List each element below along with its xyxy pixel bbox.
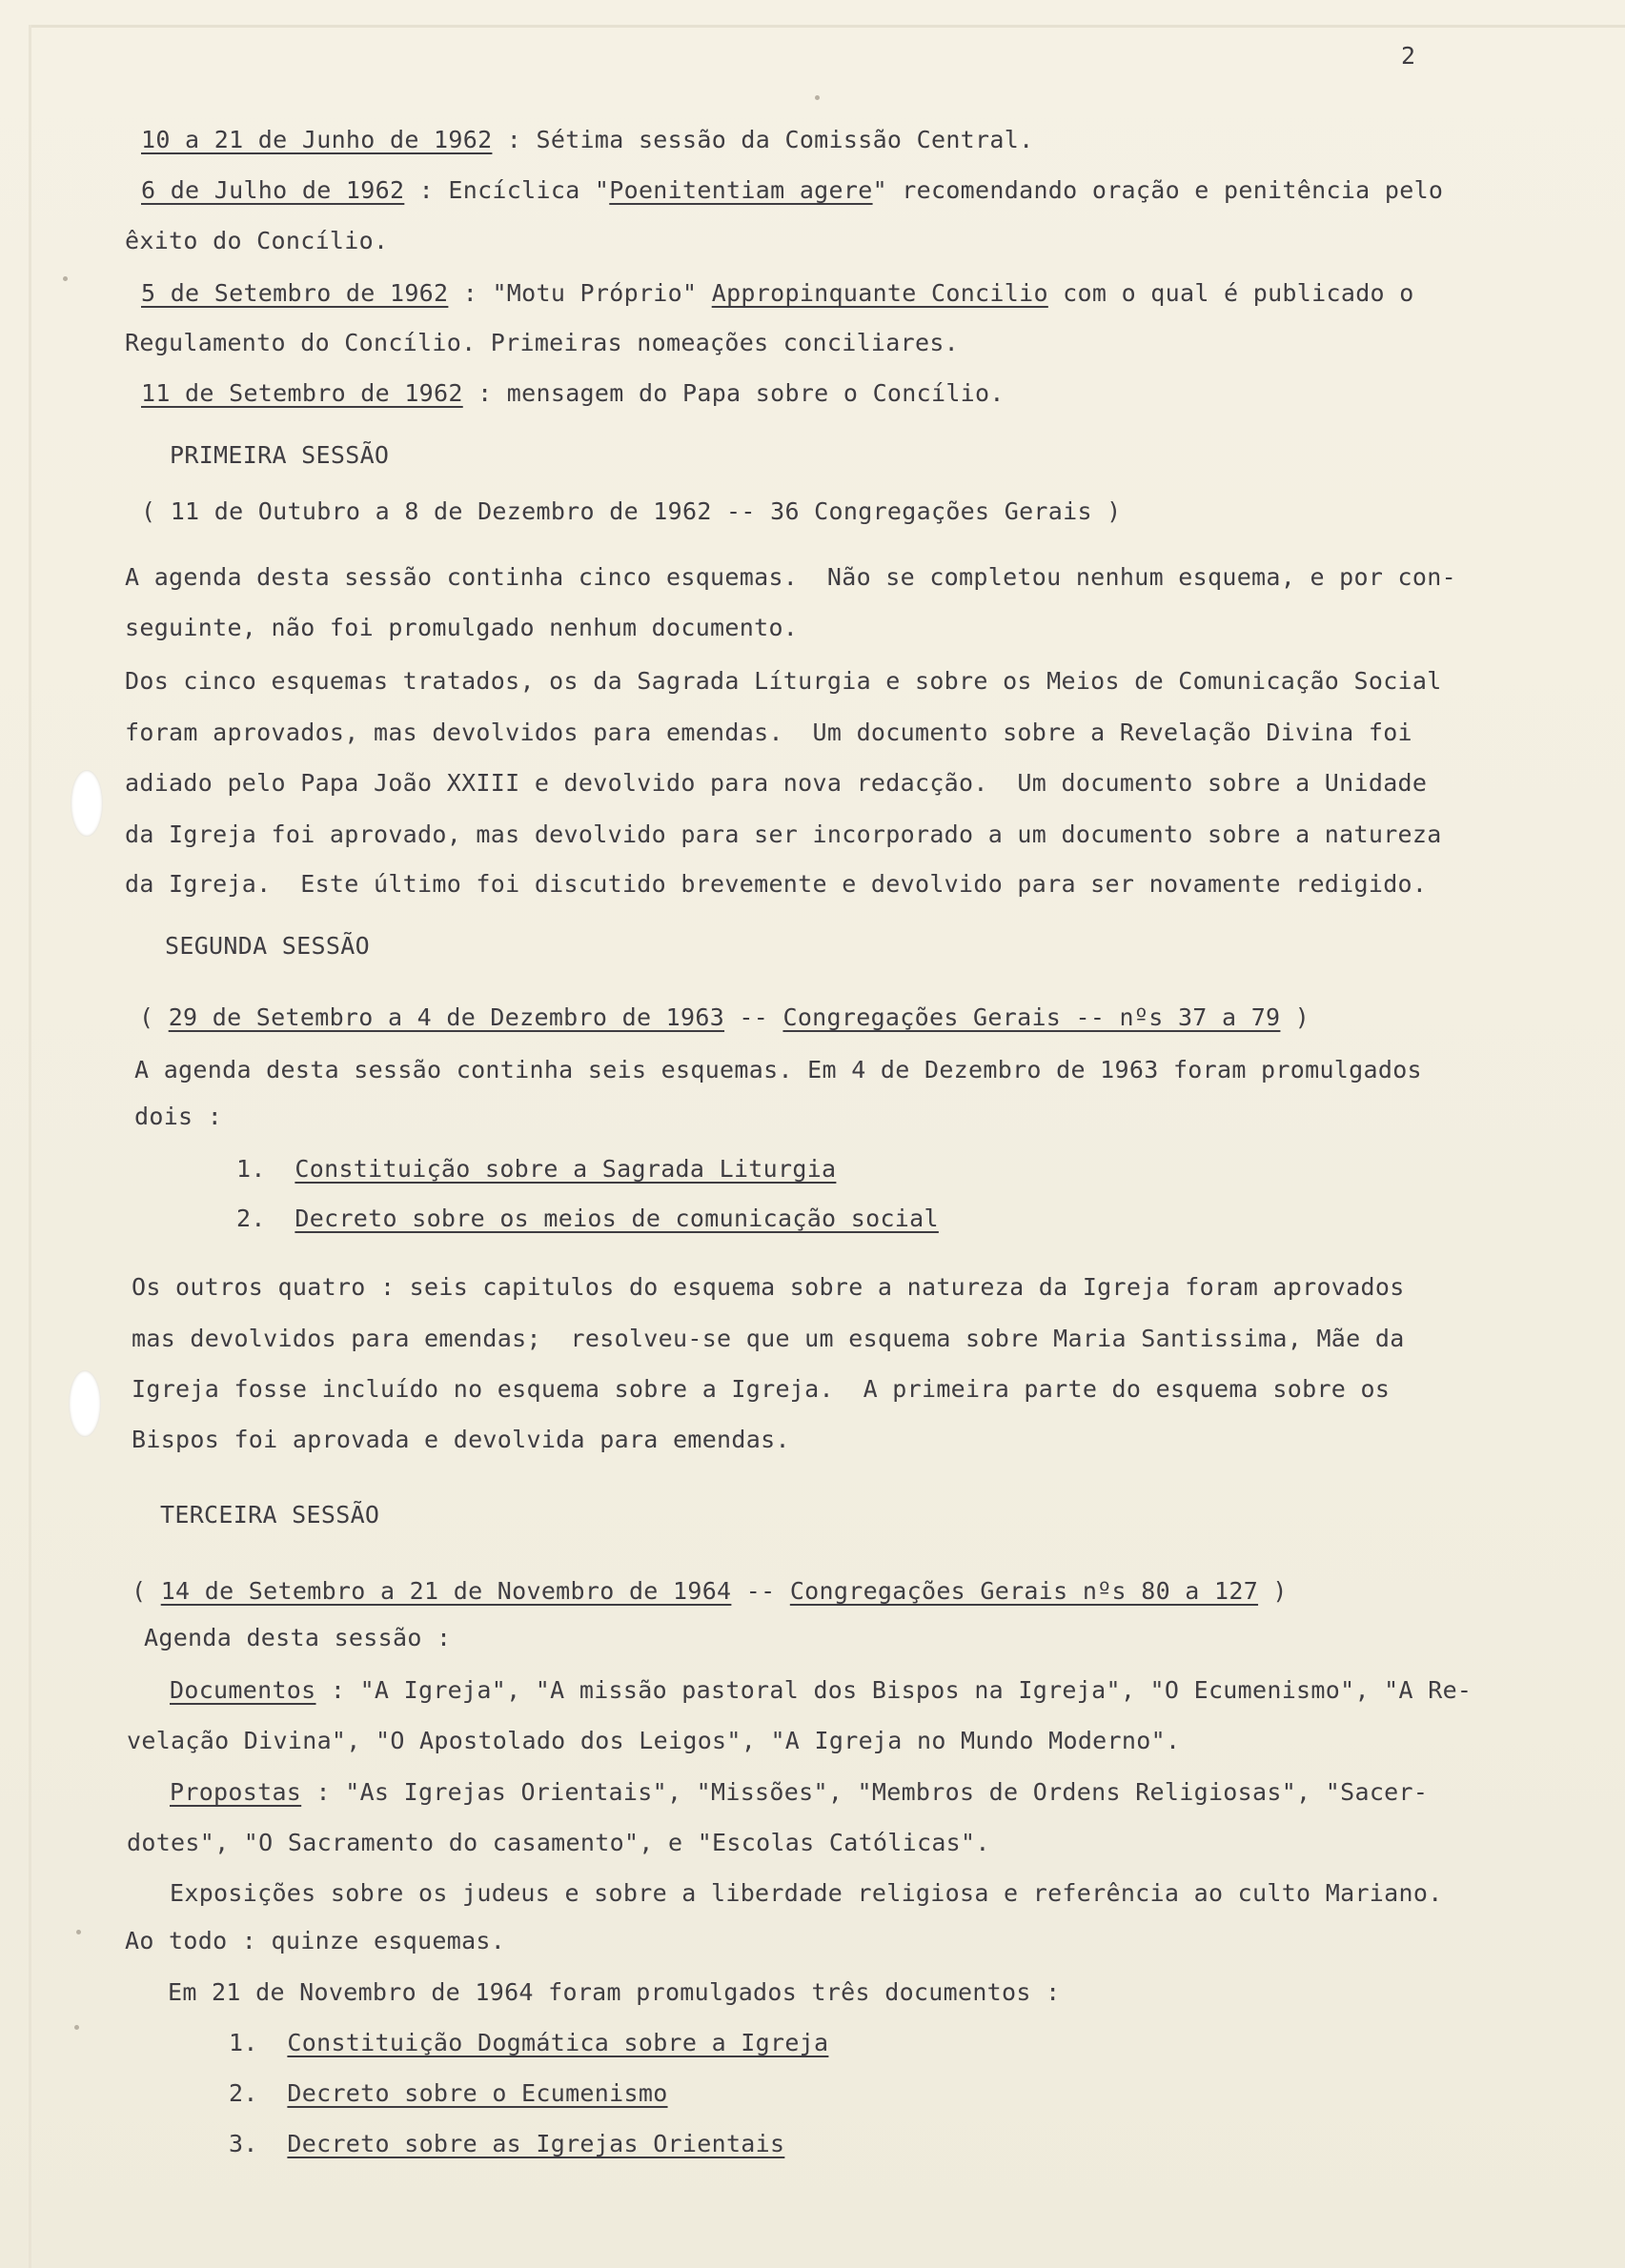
bracket: ): [1258, 1577, 1288, 1605]
text-line: mas devolvidos para emendas; resolveu-se que um esquema sobre Maria Santissima, Mãe da: [132, 1325, 1405, 1352]
chronology-line: [141, 174, 1443, 207]
proposals-label: Propostas: [170, 1778, 302, 1806]
chronology-line: [141, 277, 1414, 310]
text-line: foram aprovados, mas devolvidos para emendas. Um documento sobre a Revelação Divina foi: [125, 719, 1412, 746]
documents-label: Documentos: [170, 1676, 316, 1704]
item-title: Decreto sobre os meios de comunicação social: [295, 1205, 939, 1232]
text-line: seguinte, não foi promulgado nenhum documento.: [125, 614, 799, 641]
text-line: Dos cinco esquemas tratados, os da Sagrada Líturgia e sobre os Meios de Comunicação Social: [125, 667, 1442, 695]
proposals-line: [170, 1776, 1428, 1809]
text-line: êxito do Concílio.: [125, 227, 389, 254]
text-line: Bispos foi aprovada e devolvida para emendas.: [132, 1426, 790, 1453]
line-text: : Encíclica ": [404, 176, 610, 204]
separator: --: [731, 1577, 790, 1605]
line-text: com o qual é publicado o: [1047, 279, 1414, 307]
bracket: (: [132, 1577, 161, 1605]
paper-spot: [74, 2025, 79, 2030]
item-number: 1.: [229, 2029, 258, 2056]
date: 5 de Setembro de 1962: [141, 279, 449, 307]
punch-hole: [69, 1370, 101, 1437]
line-text: : "Motu Próprio": [448, 279, 712, 307]
line-text: : "As Igrejas Orientais", "Missões", "Membros de Ordens Religiosas", "Sacer-: [301, 1778, 1429, 1806]
item-number: 3.: [229, 2130, 258, 2157]
section-heading: TERCEIRA SESSÃO: [160, 1501, 380, 1529]
session-dates: ( 11 de Outubro a 8 de Dezembro de 1962 -- 36 Congregações Gerais ): [141, 497, 1122, 525]
item-number: 2.: [229, 2079, 258, 2107]
encyclical-title: Poenitentiam agere: [609, 176, 873, 204]
item-number: 1.: [236, 1155, 266, 1183]
page-edge-top: [29, 25, 1625, 28]
motu-proprio-title: Appropinquante Concilio: [711, 279, 1048, 307]
session-dates: [132, 1575, 1288, 1608]
bracket: ): [1280, 1003, 1310, 1031]
date: 10 a 21 de Junho de 1962: [141, 126, 493, 153]
paper-spot: [76, 1930, 81, 1934]
documents-line: [170, 1674, 1472, 1707]
session-dates: [139, 1002, 1310, 1034]
text-line: Os outros quatro : seis capitulos do esquema sobre a natureza da Igreja foram aprovados: [132, 1273, 1405, 1301]
date: 6 de Julho de 1962: [141, 176, 405, 204]
text-line: A agenda desta sessão continha cinco esquemas. Não se completou nenhum esquema, e por con-: [125, 563, 1456, 591]
item-number: 2.: [236, 1205, 266, 1232]
date: 11 de Setembro de 1962: [141, 379, 463, 407]
text-line: dois :: [134, 1103, 223, 1130]
chronology-line: [141, 377, 1005, 410]
text-line: Agenda desta sessão :: [144, 1624, 452, 1651]
paper-spot: [63, 276, 68, 281]
chronology-line: [141, 124, 1033, 156]
line-text: : "A Igreja", "A missão pastoral dos Bispos na Igreja", "O Ecumenismo", "A Re-: [315, 1676, 1473, 1704]
section-heading: SEGUNDA SESSÃO: [165, 932, 370, 960]
date-range: 29 de Setembro a 4 de Dezembro de 1963: [168, 1003, 725, 1031]
list-item: [236, 1203, 939, 1235]
list-item: [229, 2027, 828, 2059]
text-line: Em 21 de Novembro de 1964 foram promulgados três documentos :: [168, 1978, 1061, 2006]
text-line: Exposições sobre os judeus e sobre a liberdade religiosa e referência ao culto Mariano.: [170, 1879, 1443, 1907]
text-line: dotes", "O Sacramento do casamento", e "Escolas Católicas".: [127, 1829, 990, 1856]
text-line: da Igreja. Este último foi discutido brevemente e devolvido para ser novamente redigido.: [125, 870, 1428, 898]
text-line: adiado pelo Papa João XXIII e devolvido para nova redacção. Um documento sobre a Unidade: [125, 769, 1428, 797]
congregations: Congregações Gerais -- nºs 37 a 79: [782, 1003, 1281, 1031]
congregations: Congregações Gerais nºs 80 a 127: [789, 1577, 1259, 1605]
list-item: [229, 2077, 668, 2110]
bracket: (: [139, 1003, 169, 1031]
page-number: 2: [1401, 42, 1416, 70]
text-line: Regulamento do Concílio. Primeiras nomeações conciliares.: [125, 329, 960, 356]
text-line: Igreja fosse incluído no esquema sobre a Igreja. A primeira parte do esquema sobre os: [132, 1375, 1391, 1403]
date-range: 14 de Setembro a 21 de Novembro de 1964: [160, 1577, 732, 1605]
line-text: : mensagem do Papa sobre o Concílio.: [462, 379, 1005, 407]
line-text: " recomendando oração e penitência pelo: [872, 176, 1444, 204]
separator: --: [724, 1003, 783, 1031]
text-line: Ao todo : quinze esquemas.: [125, 1927, 506, 1954]
paper-spot: [815, 95, 820, 100]
item-title: Decreto sobre as Igrejas Orientais: [287, 2130, 785, 2157]
list-item: [229, 2128, 784, 2160]
section-heading: PRIMEIRA SESSÃO: [170, 441, 390, 469]
item-title: Constituição sobre a Sagrada Liturgia: [295, 1155, 837, 1183]
page-edge-left: [29, 25, 31, 2268]
text-line: velação Divina", "O Apostolado dos Leigos", "A Igreja no Mundo Moderno".: [127, 1727, 1181, 1754]
text-line: da Igreja foi aprovado, mas devolvido para ser incorporado a um documento sobre a natureza: [125, 820, 1442, 848]
text-line: A agenda desta sessão continha seis esquemas. Em 4 de Dezembro de 1963 foram promulgados: [134, 1056, 1422, 1083]
line-text: : Sétima sessão da Comissão Central.: [492, 126, 1034, 153]
item-title: Constituição Dogmática sobre a Igreja: [287, 2029, 829, 2056]
punch-hole: [71, 770, 103, 837]
item-title: Decreto sobre o Ecumenismo: [287, 2079, 668, 2107]
list-item: [236, 1153, 836, 1185]
